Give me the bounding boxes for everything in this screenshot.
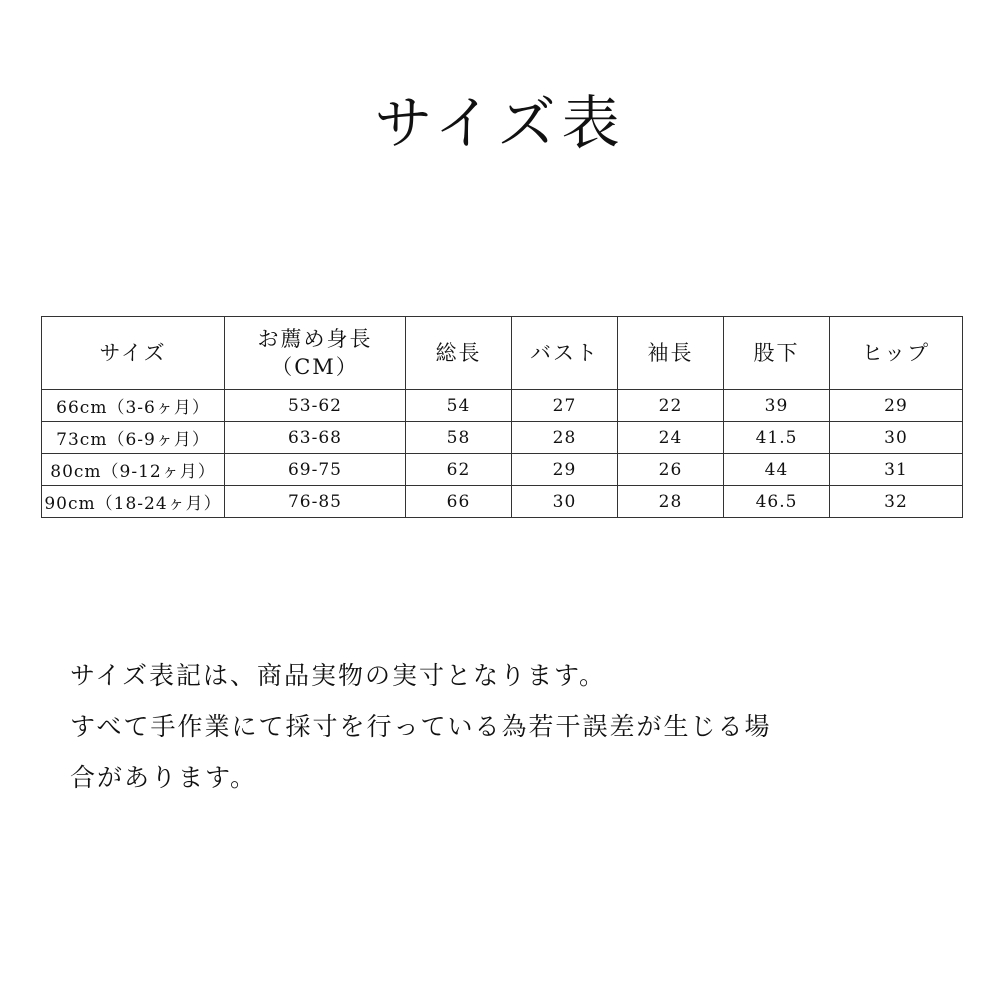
header-sleeve-length: 袖長 [618, 317, 724, 390]
table-row [42, 486, 963, 518]
cell-recommended-height: 53-62 [225, 390, 406, 422]
header-recommended-height [225, 317, 406, 390]
cell-inseam: 44 [724, 454, 830, 486]
header-recommended-height-text: お薦め身長 （CM） [257, 327, 373, 379]
size-table [41, 316, 963, 518]
cell-size: 80cm（9-12ヶ月） [42, 454, 225, 486]
table-row [42, 390, 963, 422]
cell-recommended-height: 63-68 [225, 422, 406, 454]
cell-hip: 32 [830, 486, 963, 518]
cell-total-length: 58 [406, 422, 512, 454]
cell-bust: 29 [512, 454, 618, 486]
cell-size: 66cm（3-6ヶ月） [42, 390, 225, 422]
header-total-length: 総長 [406, 317, 512, 390]
cell-hip: 29 [830, 390, 963, 422]
cell-size: 73cm（6-9ヶ月） [42, 422, 225, 454]
cell-bust: 28 [512, 422, 618, 454]
cell-recommended-height: 76-85 [225, 486, 406, 518]
table-row [42, 454, 963, 486]
cell-inseam: 39 [724, 390, 830, 422]
cell-hip: 31 [830, 454, 963, 486]
cell-bust: 27 [512, 390, 618, 422]
cell-hip: 30 [830, 422, 963, 454]
page-title: サイズ表 [374, 89, 626, 157]
cell-sleeve-length: 24 [618, 422, 724, 454]
cell-sleeve-length: 28 [618, 486, 724, 518]
header-size: サイズ [42, 317, 225, 390]
note-line: すべて手作業にて採寸を行っている為若干誤差が生じる場 [70, 712, 772, 741]
cell-size: 90cm（18-24ヶ月） [42, 486, 225, 518]
cell-total-length: 54 [406, 390, 512, 422]
table-row [42, 422, 963, 454]
header-hip: ヒップ [830, 317, 963, 390]
cell-sleeve-length: 26 [618, 454, 724, 486]
cell-sleeve-length: 22 [618, 390, 724, 422]
header-inseam: 股下 [724, 317, 830, 390]
note-line: サイズ表記は、商品実物の実寸となります。 [70, 661, 607, 690]
table-header-row [42, 317, 963, 390]
header-bust: バスト [512, 317, 618, 390]
cell-bust: 30 [512, 486, 618, 518]
cell-total-length: 66 [406, 486, 512, 518]
note-line: 合があります。 [70, 763, 258, 792]
cell-recommended-height: 69-75 [225, 454, 406, 486]
size-note [70, 650, 950, 803]
cell-inseam: 41.5 [724, 422, 830, 454]
cell-total-length: 62 [406, 454, 512, 486]
cell-inseam: 46.5 [724, 486, 830, 518]
